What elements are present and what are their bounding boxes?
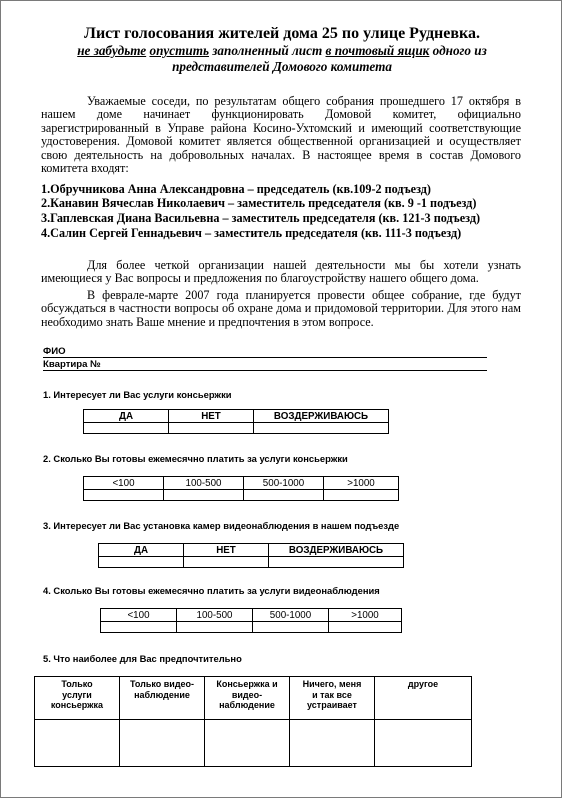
q5-option-other [375,677,472,720]
q2-option: >1000 [324,477,399,490]
q2-answer-cell[interactable] [84,490,164,501]
q5-option-line: Консьержка и [216,679,278,689]
q1-option: ДА [84,410,169,423]
question-1: 1. Интересует ли Вас услуги консьержки [43,389,232,400]
apartment-field[interactable]: Квартира № [43,359,487,371]
q5-answer-cell[interactable] [290,720,375,767]
question-3-table [98,543,404,568]
q4-answer-cell[interactable] [177,622,253,633]
q4-answer-cell[interactable] [253,622,329,633]
q2-option: <100 [84,477,164,490]
question-5-table [34,676,472,767]
q4-option: 500-1000 [253,609,329,622]
document-title: Лист голосования жителей дома 25 по улице Рудневка. [84,25,480,42]
q2-answer-cell[interactable] [244,490,324,501]
q5-option-line: Только [61,679,93,689]
q3-option: ВОЗДЕРЖИВАЮСЬ [269,544,404,557]
subtitle-part-3: опустить [149,43,209,58]
subtitle-part-6: одного из [429,43,487,58]
q5-option-nothing [290,677,375,720]
q5-option-both [205,677,290,720]
question-4: 4. Сколько Вы готовы ежемесячно платить за услуги видеонаблюдения [43,585,380,596]
q3-answer-cell[interactable] [269,557,404,568]
q2-answer-cell[interactable] [164,490,244,501]
q5-option-line: устраивает [307,700,357,710]
question-4-table [100,608,402,633]
q5-answer-cell[interactable] [205,720,290,767]
member-3: 3.Гаплевская Диана Васильевна – заместитель председателя (кв. 121-3 подъезд) [41,211,481,225]
subtitle-part-7: представителей Домового комитета [172,59,392,74]
question-5: 5. Что наиболее для Вас предпочтительно [43,653,242,664]
document-subtitle [31,43,533,75]
q5-option-line: наблюдение [219,700,275,710]
q2-option: 100-500 [164,477,244,490]
question-2-table [83,476,399,501]
intro-paragraph: Уважаемые соседи, по результатам общего собрания прошедшего 17 октября в нашем доме начинает функционировать Домовой комитет, официально зарегистрированный в Управе района Косино-Ухтомский и имеющий соответствующие удостоверения. Домовой комитет является общественной организацией и осуществляет свою деятельность на добровольных началах. В настоящее время в состав Домового комитета входят: [41,94,521,176]
q4-option: 100-500 [177,609,253,622]
q3-answer-cell[interactable] [99,557,184,568]
q5-option-line: Ничего, меня [302,679,362,689]
q5-option-line: видео- [231,689,263,700]
paragraph-3: В феврале-марте 2007 года планируется провести общее собрание, где будут обсуждаться в частности вопросы об охране дома и придомовой территории. Для этого нам необходимо знать Ваше мнение и предпочтения в этом вопросе. [41,288,521,329]
question-3: 3. Интересует ли Вас установка камер видеонаблюдения в нашем подъезде [43,520,400,531]
q5-option-line: и так все [312,689,352,700]
q4-answer-cell[interactable] [329,622,402,633]
question-2: 2. Сколько Вы готовы ежемесячно платить за услуги консьержки [43,453,348,464]
q3-option: НЕТ [184,544,269,557]
q4-option: >1000 [329,609,402,622]
member-1: 1.Обручникова Анна Александровна – председатель (кв.109-2 подъезд) [41,182,431,196]
fio-field[interactable]: ФИО [43,346,487,358]
q4-option: <100 [101,609,177,622]
q5-option-line: консьержка [50,700,104,710]
question-1-table [83,409,389,434]
q5-option-line: услуги [62,689,92,700]
subtitle-part-4: заполненный лист [208,43,326,58]
q5-option-line: Только видео- [129,679,195,689]
q1-option: ВОЗДЕРЖИВАЮСЬ [254,410,389,423]
q2-option: 500-1000 [244,477,324,490]
q5-answer-cell[interactable] [35,720,120,767]
q5-option-video [120,677,205,720]
q2-answer-cell[interactable] [324,490,399,501]
q4-answer-cell[interactable] [101,622,177,633]
q5-option-concierge [35,677,120,720]
q5-option-line: другое [407,679,439,689]
member-2: 2.Канавин Вячеслав Николаевич – заместитель председателя (кв. 9 -1 подъезд) [41,196,477,210]
subtitle-part-1: не забудьте [77,43,147,58]
q5-answer-cell[interactable] [375,720,472,767]
subtitle-part-5: в почтовый ящик [325,43,430,58]
q1-answer-cell[interactable] [84,423,169,434]
paragraph-2: Для более четкой организации нашей деятельности мы бы хотели узнать имеющиеся у Вас вопросы и предложения по благоустройству нашего общего дома. [41,258,521,286]
q1-answer-cell[interactable] [254,423,389,434]
q1-option: НЕТ [169,410,254,423]
q3-option: ДА [99,544,184,557]
q5-answer-cell[interactable] [120,720,205,767]
q1-answer-cell[interactable] [169,423,254,434]
q3-answer-cell[interactable] [184,557,269,568]
member-4: 4.Салин Сергей Геннадьевич – заместитель председателя (кв. 111-3 подъезд) [41,226,462,240]
q5-option-line: наблюдение [134,689,190,700]
